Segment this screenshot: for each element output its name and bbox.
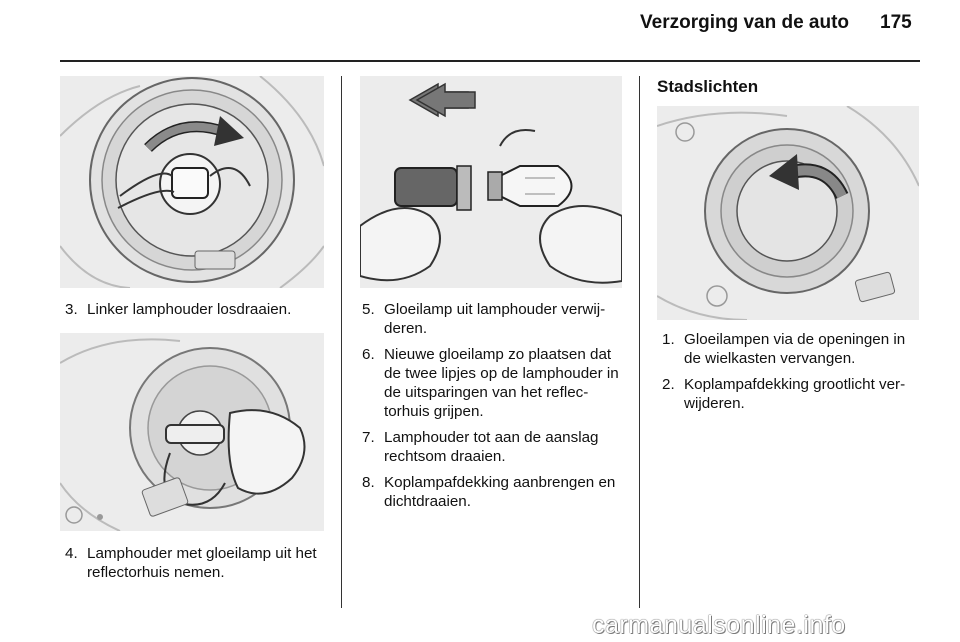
step-text: Gloeilamp uit lamphouder verwij- deren. (384, 301, 606, 337)
steps-list-left-2 (65, 544, 327, 589)
step-text: Lamphouder tot aan de aanslag rechtsom draaien. (384, 429, 599, 465)
step-item (362, 428, 624, 466)
step-text: Nieuwe gloeilamp zo plaatsen dat de twee lipjes op de lamphouder in de uitsparingen van het reflec- torhuis grijpen. (384, 346, 619, 420)
page-header-title: Verzorging van de auto (640, 12, 850, 33)
step-text: Linker lamphouder losdraaien. (87, 301, 292, 318)
header-divider (60, 60, 920, 62)
remove-bulb-holder-illustration (60, 333, 324, 531)
steps-list-middle (362, 300, 624, 518)
step-number: 4. (65, 545, 78, 562)
step-number: 7. (362, 429, 375, 446)
step-item (65, 544, 327, 582)
steps-list-right (662, 330, 924, 420)
watermark: carmanualsonline.info (592, 611, 846, 639)
page-number: 175 (880, 12, 912, 33)
step-item (362, 345, 624, 421)
step-item (362, 473, 624, 511)
step-number: 6. (362, 346, 375, 363)
step-number: 3. (65, 301, 78, 318)
step-number: 5. (362, 301, 375, 318)
step-number: 1. (662, 331, 675, 348)
step-text: Koplampafdekking aanbrengen en dichtdraaien. (384, 474, 616, 510)
step-text: Lamphouder met gloeilamp uit het reflectorhuis nemen. (87, 545, 317, 581)
steps-list-left-1 (65, 300, 327, 326)
step-item (662, 330, 924, 368)
column-divider-1 (341, 76, 342, 608)
separate-bulb-from-holder-illustration (360, 76, 622, 288)
headlamp-cover-rotate-illustration (657, 106, 919, 320)
column-divider-2 (639, 76, 640, 608)
step-number: 8. (362, 474, 375, 491)
step-number: 2. (662, 376, 675, 393)
headlamp-bulb-holder-rotate-illustration (60, 76, 324, 288)
section-title: Stadslichten (657, 77, 759, 96)
step-item (65, 300, 327, 319)
step-item (662, 375, 924, 413)
step-text: Gloeilampen via de openingen in de wielkasten vervangen. (684, 331, 906, 367)
step-item (362, 300, 624, 338)
step-text: Koplampafdekking grootlicht ver- wijderen. (684, 376, 906, 412)
